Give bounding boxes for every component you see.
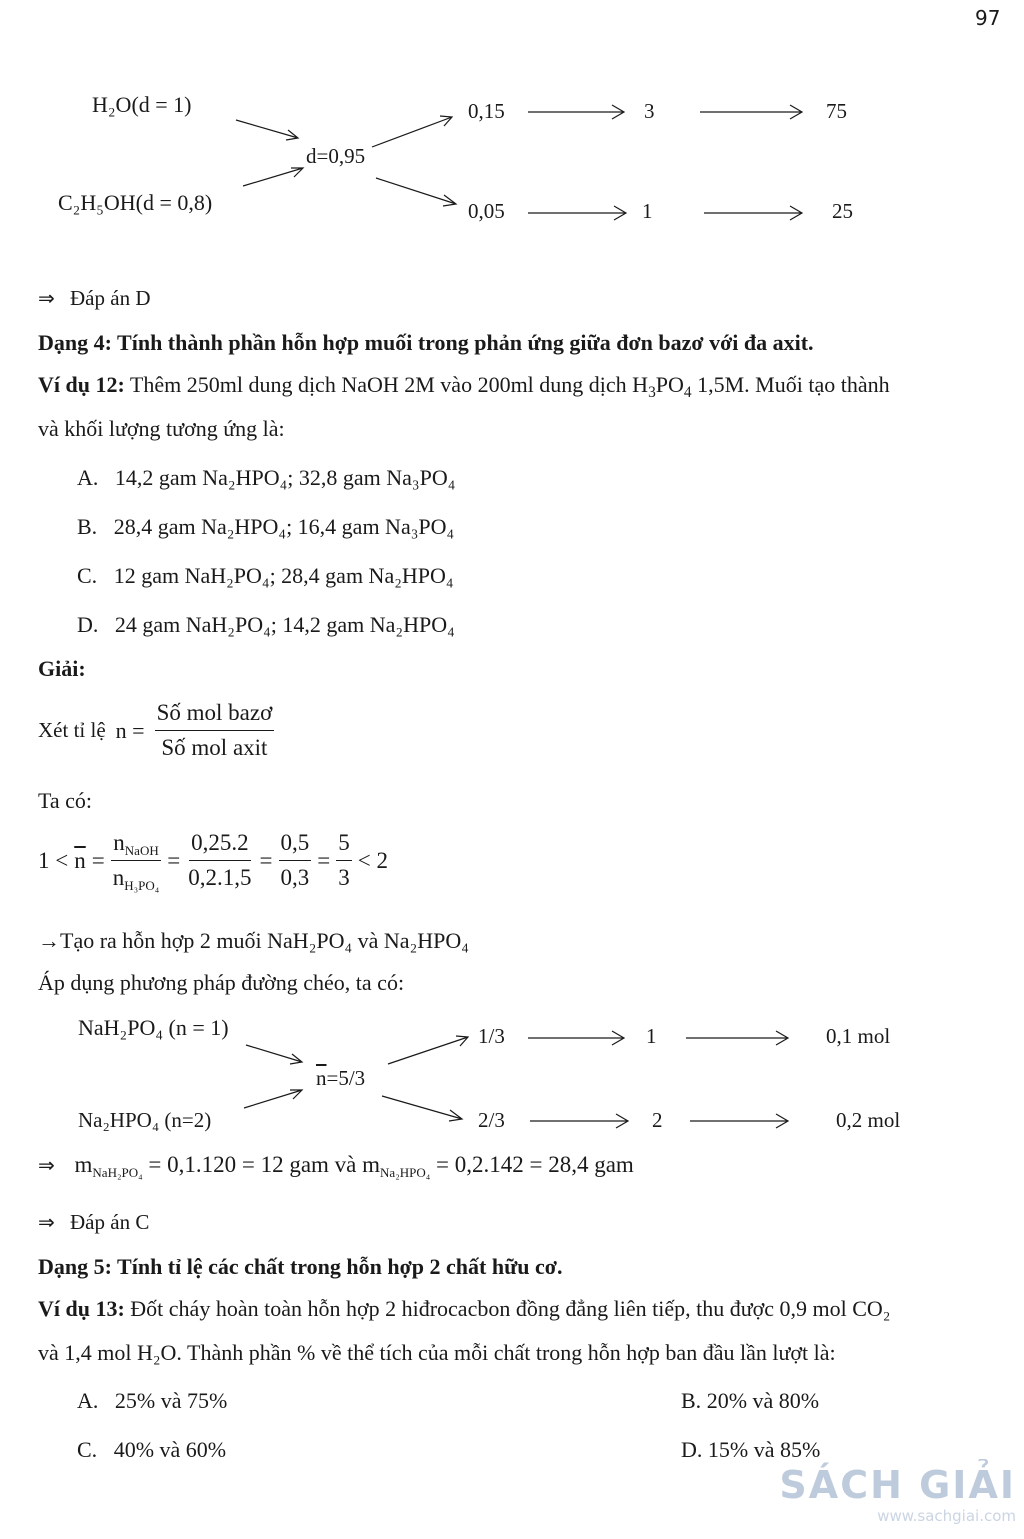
arrow-4: [376, 178, 456, 206]
diagram1-left-bottom: C₂H₅OH(d = 0,8): [58, 190, 213, 215]
option-a: [77, 465, 455, 491]
ineq-right: < 2: [357, 847, 388, 873]
option-13-c-text: 40% và 60%: [113, 1437, 227, 1462]
arrow-7: [528, 206, 626, 220]
option-13-c-key: C.: [77, 1437, 98, 1462]
arrow-3: [372, 116, 452, 147]
example-13-label: Ví dụ 13:: [38, 1296, 125, 1321]
n-bar: $\overline{n}$: [74, 847, 86, 873]
fraction-n: [111, 830, 162, 891]
frac1-num-sub: NaOH: [124, 842, 159, 858]
arrow-10: [244, 1090, 302, 1108]
answer-line-2: [38, 1210, 149, 1235]
eq-1: =: [91, 847, 105, 873]
arrow-16: [690, 1114, 788, 1128]
ineq-left: 1 <: [38, 847, 69, 873]
frac1-den: n: [112, 865, 125, 890]
example-12-line-1: Ví dụ 12: Thêm 250ml dung dịch NaOH 2M vào 200ml dung dịch $H_3PO_4$ 1,5M. Muối tạo thành: [38, 372, 890, 402]
option-b: [77, 514, 454, 540]
diagram1-left-top: H₂O(d = 1): [92, 92, 192, 117]
option-d: [77, 612, 455, 638]
diagram2-center: [316, 1066, 365, 1091]
option-b-text: 28,4 gam Na₂HPO₄; 16,4 gam Na₃PO₄: [113, 514, 455, 539]
answer-2: Đáp án C: [70, 1210, 150, 1234]
option-13-b: [681, 1388, 819, 1414]
solution-label: Giải:: [38, 656, 86, 681]
example-12-line-2: và khối lượng tương ứng là:: [38, 416, 285, 441]
ratio-n: n =: [115, 717, 145, 743]
diagram2-row2-mol: 0,2 mol: [836, 1108, 901, 1132]
example-12-label: Ví dụ 12:: [38, 372, 125, 397]
diagram2-center-val: =5/3: [326, 1066, 366, 1090]
option-c-key: C.: [77, 563, 98, 588]
eq-4: =: [317, 847, 331, 873]
ratio-numerator: Số mol bazơ: [155, 700, 275, 731]
eq-3: =: [259, 847, 273, 873]
example-12-text-b: PO: [655, 372, 684, 397]
ratio-fraction: [155, 700, 275, 761]
arrow-14: [686, 1031, 788, 1045]
mass-line: [38, 1152, 634, 1178]
frac1-den-sub: H₃PO₄: [124, 877, 160, 893]
option-d-text: 24 gam NaH₂PO₄; 14,2 gam Na₂HPO₄: [114, 612, 455, 637]
diagram1-row2-ratio: 0,05: [468, 199, 505, 223]
ratio-formula: [38, 700, 274, 761]
arrow-6: [700, 105, 802, 119]
frac2-den: 0,2.1,5: [188, 865, 252, 890]
option-d-key: D.: [77, 612, 99, 637]
arrow-8: [704, 206, 802, 220]
answer-line-1: [38, 286, 151, 311]
option-13-d-text: 15% và 85%: [707, 1437, 821, 1462]
section-4-title: Dạng 4: Tính thành phần hỗn hợp muối trong phản ứng giữa đơn bazơ với đa axit.: [38, 330, 814, 355]
mass-sub-1: NaH₂PO₄: [92, 1164, 143, 1180]
arrow-1: [236, 120, 298, 140]
arrow-12: [382, 1096, 462, 1121]
fraction-2: [186, 830, 253, 891]
example-13-line-2: và 1,4 mol H₂O. Thành phần % về thể tích của mỗi chất trong hỗn hợp ban đầu lần lượt là:: [38, 1340, 836, 1365]
page-number: 97: [975, 6, 1001, 30]
diagram2-left-bottom: Na₂HPO₄ (n=2): [78, 1108, 212, 1132]
frac4-num: 5: [336, 830, 352, 861]
mass-m-2: m: [362, 1152, 381, 1177]
mass-expr-1: = 0,1.120 = 12 gam và: [142, 1152, 363, 1177]
option-13-d-key: D.: [681, 1437, 703, 1462]
example-13-line-1: [38, 1296, 890, 1322]
frac4-den: 3: [338, 865, 350, 890]
diagram2-row1-ratio: 1/3: [478, 1024, 505, 1048]
arrow-11: [388, 1036, 468, 1064]
frac3-den: 0,3: [280, 865, 310, 890]
implies-icon: ⇒: [38, 286, 55, 310]
frac1-num: n: [113, 830, 125, 855]
diagram2-left-top: NaH₂PO₄ (n = 1): [78, 1015, 229, 1040]
option-a-text: 14,2 gam Na₂HPO₄; 32,8 gam Na₃PO₄: [114, 465, 456, 490]
option-13-d: [681, 1437, 820, 1463]
example-12-text-c: 1,5M. Muối tạo thành: [691, 372, 890, 397]
frac2-num: 0,25.2: [189, 830, 251, 861]
option-13-a-text: 25% và 75%: [114, 1388, 228, 1413]
watermark-url: www.sachgiai.com: [877, 1507, 1016, 1525]
fraction-4: [336, 830, 352, 891]
option-13-b-text: 20% và 80%: [706, 1388, 820, 1413]
implies-icon-3: ⇒: [38, 1210, 55, 1234]
option-a-key: A.: [77, 465, 99, 490]
inequality: [38, 830, 388, 891]
ratio-intro: Xét tỉ lệ: [38, 718, 106, 742]
option-c-text: 12 gam NaH₂PO₄; 28,4 gam Na₂HPO₄: [113, 563, 454, 588]
arrow-9: [246, 1045, 302, 1064]
option-13-b-key: B.: [681, 1388, 702, 1413]
result-line: →Tạo ra hỗn hợp 2 muối NaH₂PO₄ và Na₂HPO₄: [38, 928, 469, 953]
diagram2-row1-part: 1: [646, 1024, 657, 1048]
diagram1-row1-percent: 75: [826, 99, 847, 123]
option-13-c: [77, 1437, 226, 1463]
arrow-13: [528, 1031, 624, 1045]
watermark-title: SÁCH GIẢI: [779, 1463, 1016, 1507]
mass-m-1: m: [74, 1152, 93, 1177]
diagram1-row1-ratio: 0,15: [468, 99, 505, 123]
option-c: [77, 563, 454, 589]
ratio-denominator: Số mol axit: [161, 735, 268, 760]
eq-2: =: [167, 847, 181, 873]
ta-co: Ta có:: [38, 788, 93, 813]
example-12-text-a: Thêm 250ml dung dịch NaOH 2M vào 200ml dung dịch H: [124, 372, 649, 397]
watermark-logo: [779, 1463, 1016, 1525]
frac3-num: 0,5: [279, 830, 312, 861]
diagram2-row2-part: 2: [652, 1108, 663, 1132]
section-5-title: Dạng 5: Tính tỉ lệ các chất trong hỗn hợp 2 chất hữu cơ.: [38, 1254, 563, 1279]
diagram1-row1-part: 3: [644, 99, 655, 123]
answer-1: Đáp án D: [70, 286, 151, 310]
diagram2-center-n: $\overline{n}$: [316, 1066, 327, 1090]
mass-expr-2: = 0,2.142 = 28,4 gam: [430, 1152, 634, 1177]
implies-icon-2: ⇒: [38, 1153, 55, 1177]
diagram1-row2-percent: 25: [832, 199, 853, 223]
arrow-2: [243, 168, 303, 186]
option-13-a-key: A.: [77, 1388, 99, 1413]
example-13-text: Đốt cháy hoàn toàn hỗn hợp 2 hiđrocacbon đồng đẳng liên tiếp, thu được 0,9 mol CO₂: [124, 1296, 891, 1321]
arrow-15: [530, 1114, 628, 1128]
method-line: Áp dụng phương pháp đường chéo, ta có:: [38, 970, 405, 995]
diagram1-row2-part: 1: [642, 199, 653, 223]
diagram2-row2-ratio: 2/3: [478, 1108, 505, 1132]
diagram1-center: d=0,95: [306, 144, 366, 168]
option-b-key: B.: [77, 514, 98, 539]
mass-sub-2: Na₂HPO₄: [380, 1164, 431, 1180]
fraction-3: [279, 830, 312, 891]
diagram2-row1-mol: 0,1 mol: [826, 1024, 891, 1048]
arrow-5: [528, 105, 624, 119]
option-13-a: [77, 1388, 227, 1414]
